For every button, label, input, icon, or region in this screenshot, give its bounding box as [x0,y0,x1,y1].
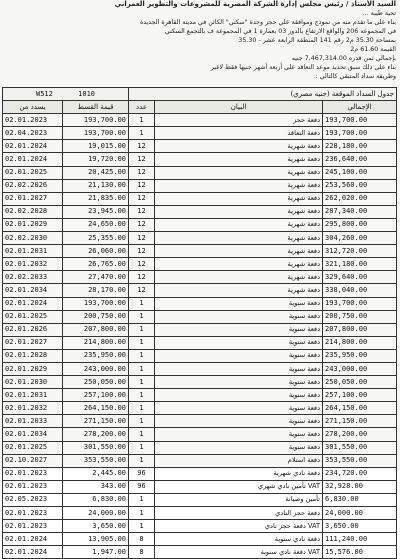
cell-count: 8 [129,533,155,546]
table-row [3,415,397,428]
table-row [3,349,397,362]
payment-schedule-table [2,87,397,559]
cell-amount: 21,130.00 [63,179,129,192]
cell-desc: VAT تأمين نادي شهري [155,480,323,493]
cell-total: 200,750.00 [323,310,397,323]
cell-amount: 353,550.00 [63,454,129,467]
cell-count: 96 [129,480,155,493]
header-line: وطريقة سداد المتبقي كالتالي : [315,73,396,80]
cell-date: 02.01.2029 [3,362,63,375]
cell-total: 304,260.00 [323,232,397,245]
cell-total: 257,100.00 [323,389,397,402]
cell-total: 264,150.00 [323,402,397,415]
cell-desc: دفعة شهرية [155,192,323,205]
cell-desc: دفعة سنوية [155,376,323,389]
cell-date: 02.01.2023 [3,114,63,127]
cell-desc: دفعة سنوية [155,349,323,362]
cell-total: 253,560.00 [323,179,397,192]
cell-date: 02.01.2024 [3,153,63,166]
cell-date: 02.01.2034 [3,284,63,297]
table-row [3,546,397,559]
cell-total: 207,800.00 [323,323,397,336]
cell-date: 02.01.2027 [3,336,63,349]
cell-count: 12 [129,284,155,297]
cell-desc: دفعة شهرية [155,140,323,153]
unit-code-left: W512 [36,89,53,98]
table-row [3,114,397,127]
table-header-row [3,101,397,114]
payment-schedule [2,87,396,556]
cell-amount: 25,355.00 [63,232,129,245]
unit-code-right: 1010 [78,89,96,98]
cell-date: 02.02.2030 [3,232,63,245]
cell-count: 1 [129,127,155,140]
table-row [3,127,397,140]
cell-amount: 1,947.00 [63,546,129,559]
header-line: السيد الأستاذ / رئيس مجلس إدارة الشركة المصرية للمشروعات والتطوير العمراني [114,0,396,8]
cell-date: 02.01.2033 [3,415,63,428]
cell-desc: دفعة سنوية [155,362,323,375]
cell-desc: دفعة استلام [155,454,323,467]
cell-desc: تأمين وصيانة [155,493,323,506]
cell-date: 02.10.2027 [3,454,63,467]
table-row [3,258,397,271]
cell-amount: 343.00 [63,480,129,493]
table-row [3,166,397,179]
header-line: بمساحة 35.30 م2 رقم 141 المنطقة الرابعة عشر - 35.30 [238,37,396,44]
cell-count: 12 [129,179,155,192]
cell-total: 262,020.00 [323,192,397,205]
cell-date: 02.01.2023 [3,480,63,493]
table-row [3,284,397,297]
cell-desc: دفعة سنوية [155,323,323,336]
cell-date: 02.01.2027 [3,192,63,205]
table-row [3,493,397,506]
cell-amount: 257,100.00 [63,389,129,402]
cell-date: 02.01.2024 [3,546,63,559]
cell-total: 243,000.00 [323,362,397,375]
cell-amount: 24,650.00 [63,218,129,231]
table-row [3,428,397,441]
header-line: بناء على ما تقدم منه من نموذج وموافقة علي حجز وحدة "سكني" الكائن في مدينة القاهرة الجديدة [140,19,396,26]
cell-count: 12 [129,232,155,245]
cell-amount: 24,000.00 [63,507,129,520]
table-row [3,153,397,166]
col-header-date: يسدد من [3,101,63,114]
table-row [3,533,397,546]
table-row [3,140,397,153]
cell-total: 193,700.00 [323,114,397,127]
cell-date: 02.01.2024 [3,140,63,153]
cell-total: 15,576.00 [323,546,397,559]
cell-count: 1 [129,349,155,362]
cell-count: 96 [129,467,155,480]
cell-total: 245,100.00 [323,166,397,179]
cell-total: 329,640.00 [323,271,397,284]
cell-amount: 23,945.00 [63,205,129,218]
cell-desc: دفعة التعاقد [155,127,323,140]
cell-amount: 13,905.00 [63,533,129,546]
cell-date: 02.01.2030 [3,376,63,389]
cell-amount: 271,150.00 [63,415,129,428]
cell-count: 1 [129,297,155,310]
cell-amount: 6,830.00 [63,493,129,506]
cell-date: 02.01.2023 [3,467,63,480]
cell-desc: دفعة شهرية [155,258,323,271]
table-row [3,507,397,520]
table-row [3,402,397,415]
cell-date: 02.01.2025 [3,310,63,323]
cell-date: 02.01.2028 [3,349,63,362]
cell-total: 234,720.00 [323,467,397,480]
cell-amount: 2,445.00 [63,467,129,480]
cell-amount: 243,000.00 [63,362,129,375]
cell-count: 1 [129,415,155,428]
table-row [3,297,397,310]
cell-desc: دفعة شهرية [155,166,323,179]
cell-desc: VAT دفعة حجز نادي [155,520,323,533]
table-row [3,520,397,533]
table-row [3,245,397,258]
cell-total: 32,928.00 [323,480,397,493]
cell-date: 02.01.2031 [3,245,63,258]
cell-count: 1 [129,520,155,533]
cell-date: 02.05.2023 [3,493,63,506]
cell-total: 111,240.00 [323,533,397,546]
table-row [3,232,397,245]
table-row [3,310,397,323]
cell-total: 295,800.00 [323,218,397,231]
cell-date: 02.02.2028 [3,205,63,218]
cell-desc: دفعة شهرية [155,271,323,284]
cell-amount: 193,700.00 [63,127,129,140]
cell-desc: VAT دفعة نادي سنوية [155,546,323,559]
cell-count: 1 [129,376,155,389]
cell-count: 12 [129,271,155,284]
cell-desc: دفعة سنوية [155,389,323,402]
cell-count: 12 [129,245,155,258]
cell-count: 12 [129,192,155,205]
cell-desc: دفعة شهرية [155,218,323,231]
cell-total: 271,150.00 [323,415,397,428]
cell-total: 193,700.00 [323,297,397,310]
cell-total: 338,040.00 [323,284,397,297]
cell-total: 3,650.00 [323,520,397,533]
cell-total: 214,800.00 [323,336,397,349]
col-header-amount: قيمة القسط [63,101,129,114]
cell-count: 1 [129,402,155,415]
cell-count: 1 [129,310,155,323]
cell-total: 301,550.00 [323,441,397,454]
cell-desc: دفعة سنوية [155,402,323,415]
table-row [3,192,397,205]
table-row [3,441,397,454]
cell-desc: دفعة شهرية [155,153,323,166]
cell-date: 02.01.2029 [3,218,63,231]
cell-total: 250,050.00 [323,376,397,389]
cell-count: 12 [129,153,155,166]
table-row [3,362,397,375]
table-row [3,454,397,467]
cell-desc: دفعة شهرية [155,284,323,297]
cell-count: 1 [129,507,155,520]
cell-count: 1 [129,493,155,506]
table-row [3,179,397,192]
cell-count: 12 [129,166,155,179]
cell-date: 02.01.2031 [3,389,63,402]
cell-total: 278,200.00 [323,428,397,441]
cell-total: 228,180.00 [323,140,397,153]
cell-date: 02.01.2023 [3,507,63,520]
cell-total: 193,700.00 [323,127,397,140]
cell-desc: دفعة حجز النادي [155,507,323,520]
cell-count: 1 [129,323,155,336]
cell-total: 287,340.00 [323,205,397,218]
cell-amount: 214,800.00 [63,336,129,349]
cell-amount: 301,550.00 [63,441,129,454]
cell-desc: دفعة شهرية [155,205,323,218]
cell-amount: 19,015.00 [63,140,129,153]
header-line: في المجموعة 206 والواقع الارتفاع بالدور 03 بعمارة 1 في المجموعة ف بالتجمع السكني [164,28,396,35]
cell-desc: دفعة نادي سنوية [155,533,323,546]
header-line: القيمة 61.60 م2 [350,46,396,53]
cell-total: 236,640.00 [323,153,397,166]
cell-total: 24,000.00 [323,507,397,520]
cell-date: 02.01.2032 [3,258,63,271]
header-line: بإجمالي ثمن قدره 7,467,314.00 جنيه [291,55,396,62]
cell-amount: 235,950.00 [63,349,129,362]
cell-amount: 26,060.00 [63,245,129,258]
cell-date: 02.01.2024 [3,533,63,546]
table-row [3,376,397,389]
cell-count: 1 [129,428,155,441]
cell-date: 02.01.2025 [3,441,63,454]
table-row [3,480,397,493]
cell-desc: دفعة سنوية [155,297,323,310]
cell-amount: 21,835.00 [63,192,129,205]
cell-amount: 20,425.00 [63,166,129,179]
cell-desc: دفعة شهرية [155,245,323,258]
table-row [3,467,397,480]
header-line: بناء على ذلك سبق تحديد موعد التعاقد على أربعة أشهر جنيها فقط لاغير [210,64,396,71]
table-row [3,271,397,284]
cell-date: 02.02.2033 [3,271,63,284]
cell-count: 12 [129,258,155,271]
cell-count: 12 [129,140,155,153]
cell-amount: 19,720.00 [63,153,129,166]
cell-amount: 200,750.00 [63,310,129,323]
cell-amount: 250,050.00 [63,376,129,389]
table-row [3,218,397,231]
table-title-row [3,88,397,101]
table-row [3,389,397,402]
cell-amount: 27,470.00 [63,271,129,284]
cell-amount: 193,700.00 [63,114,129,127]
cell-desc: دفعة نادي شهرية [155,467,323,480]
cell-date: 02.01.2026 [3,323,63,336]
header-line: تحية طيبة ... [362,10,396,17]
table-row [3,205,397,218]
cell-total: 312,720.00 [323,245,397,258]
cell-amount: 207,800.00 [63,323,129,336]
cell-count: 1 [129,336,155,349]
cell-date: 02.01.2025 [3,166,63,179]
cell-total: 6,830.00 [323,493,397,506]
cell-date: 02.01.2023 [3,520,63,533]
table-title: جدول السداد الموقعة (جنيه مصري) [129,88,397,101]
cell-total: 235,950.00 [323,349,397,362]
cell-count: 1 [129,362,155,375]
cell-amount: 278,200.00 [63,428,129,441]
cell-count: 1 [129,389,155,402]
table-row [3,323,397,336]
cell-count: 1 [129,114,155,127]
cell-desc: دفعة شهرية [155,232,323,245]
cell-count: 12 [129,218,155,231]
cell-total: 353,550.00 [323,454,397,467]
cell-desc: دفعة سنوية [155,441,323,454]
col-header-total: الإجمالي [323,101,397,114]
cell-desc: دفعة سنوية [155,310,323,323]
cell-desc: دفعة شهرية [155,179,323,192]
cell-count: 12 [129,205,155,218]
table-row [3,336,397,349]
cell-amount: 3,650.00 [63,520,129,533]
cell-desc: دفعة سنوية [155,415,323,428]
cell-count: 8 [129,546,155,559]
cell-date: 02.01.2034 [3,428,63,441]
col-header-desc: البيان [155,101,323,114]
cell-date: 02.01.2024 [3,297,63,310]
cell-desc: دفعة سنوية [155,336,323,349]
cell-amount: 193,700.00 [63,297,129,310]
cell-desc: دفعة سنوية [155,428,323,441]
cell-date: 02.01.2032 [3,402,63,415]
cell-total: 321,180.00 [323,258,397,271]
cell-amount: 264,150.00 [63,402,129,415]
cell-count: 1 [129,441,155,454]
letter-header [4,0,396,95]
col-header-count: عدد [129,101,155,114]
cell-amount: 28,170.00 [63,284,129,297]
cell-date: 02.02.2026 [3,179,63,192]
cell-count: 1 [129,454,155,467]
cell-amount: 26,765.00 [63,258,129,271]
cell-desc: دفعة حجز [155,114,323,127]
cell-date: 02.04.2023 [3,127,63,140]
